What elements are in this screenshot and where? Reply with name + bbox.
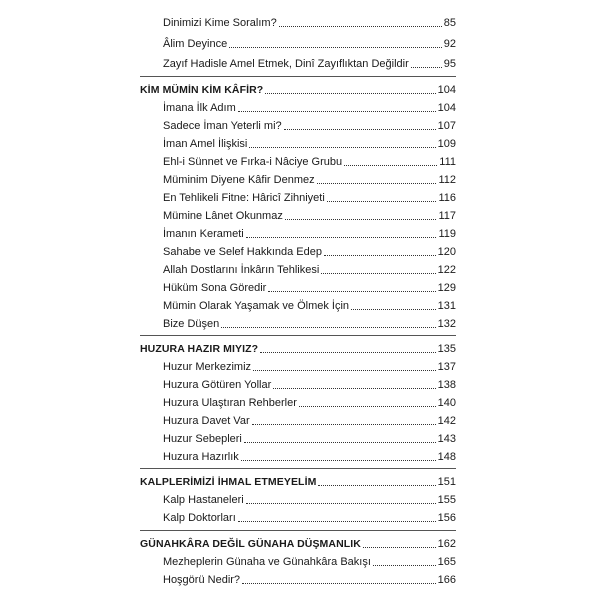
- toc-entry: [163, 569, 456, 587]
- toc-entry-title: Huzura Davet Var: [163, 415, 250, 427]
- toc-section: [140, 533, 456, 551]
- toc-entry-title: Zayıf Hadisle Amel Etmek, Dinî Zayıflıktan Değildir: [163, 58, 409, 70]
- toc-entry-title: Sadece İman Yeterli mi?: [163, 120, 282, 132]
- toc-entry: [163, 489, 456, 507]
- toc-entry-page: 140: [437, 397, 456, 409]
- toc-entry: [163, 33, 456, 51]
- toc-entry-page: 165: [437, 556, 456, 568]
- toc-entry: [163, 410, 456, 428]
- leader-dots: [229, 47, 442, 48]
- toc-entry-title: Mezheplerin Günaha ve Günahkâra Bakışı: [163, 556, 371, 568]
- toc-entry-title: Kalp Doktorları: [163, 512, 236, 524]
- leader-dots: [273, 388, 435, 389]
- leader-dots: [327, 201, 437, 202]
- leader-dots: [253, 370, 436, 371]
- toc-entry: [163, 97, 456, 115]
- toc-entry-title: Dinimizi Kime Soralım?: [163, 17, 277, 29]
- toc-section-page: 135: [437, 343, 456, 355]
- toc-entry-page: 120: [437, 246, 456, 258]
- leader-dots: [373, 565, 436, 566]
- toc-entry-page: 109: [437, 138, 456, 150]
- leader-dots: [252, 424, 436, 425]
- toc-entry-page: 116: [438, 192, 456, 204]
- toc-entry-title: Âlim Deyince: [163, 38, 228, 50]
- leader-dots: [238, 521, 436, 522]
- toc-section-title: KALPLERİMİZİ İHMAL ETMEYELİM: [140, 476, 317, 488]
- toc-entry-title: İman Amel İlişkisi: [163, 138, 248, 150]
- leader-dots: [238, 111, 436, 112]
- leader-dots: [321, 273, 435, 274]
- toc-entry-page: 117: [438, 210, 456, 222]
- toc-entry-title: Huzura Götüren Yollar: [163, 379, 272, 391]
- toc-entry: [163, 446, 456, 464]
- toc-entry-page: 155: [437, 494, 456, 506]
- toc-section-page: 104: [437, 84, 456, 96]
- toc-entry: [163, 205, 456, 223]
- toc-section: [140, 338, 456, 356]
- toc-entry: [163, 277, 456, 295]
- section-divider: [140, 530, 456, 531]
- toc-entry-page: 92: [443, 38, 456, 50]
- leader-dots: [324, 255, 436, 256]
- toc-entry-title: Huzur Merkezimiz: [163, 361, 252, 373]
- section-divider: [140, 335, 456, 336]
- toc-entry-title: Hüküm Sona Göredir: [163, 282, 267, 294]
- toc-entry-title: Sahabe ve Selef Hakkında Edep: [163, 246, 323, 258]
- toc-entry: [163, 259, 456, 277]
- toc-entry-title: Huzur Sebepleri: [163, 433, 242, 445]
- leader-dots: [285, 219, 437, 220]
- toc-entry-page: 119: [438, 228, 456, 240]
- leader-dots: [260, 352, 435, 353]
- toc-entry-title: Huzura Hazırlık: [163, 451, 239, 463]
- toc-entry-page: 122: [437, 264, 456, 276]
- toc-entry-title: Ehl-i Sünnet ve Fırka-i Nâciye Grubu: [163, 156, 343, 168]
- toc-entry-page: 137: [437, 361, 456, 373]
- toc-section-title: GÜNAHKÂRA DEĞİL GÜNAHA DÜŞMANLIK: [140, 538, 361, 550]
- leader-dots: [268, 291, 435, 292]
- section-divider: [140, 76, 456, 77]
- leader-dots: [284, 129, 436, 130]
- toc-section-title: KİM MÜMİN KİM KÂFİR?: [140, 84, 264, 96]
- toc-entry: [163, 313, 456, 331]
- toc-entry-page: 148: [437, 451, 456, 463]
- toc-entry-page: 85: [443, 17, 456, 29]
- leader-dots: [244, 442, 436, 443]
- toc-entry: [163, 241, 456, 259]
- leader-dots: [318, 485, 435, 486]
- leader-dots: [221, 327, 435, 328]
- toc-section-page: 151: [437, 476, 456, 488]
- leader-dots: [249, 147, 435, 148]
- toc-entry-page: 166: [437, 574, 456, 586]
- toc-entry: [163, 133, 456, 151]
- leader-dots: [344, 165, 437, 166]
- section-divider: [140, 468, 456, 469]
- toc-entry-title: En Tehlikeli Fitne: Hâricî Zihniyeti: [163, 192, 325, 204]
- toc-entry: [163, 507, 456, 525]
- toc-entry-title: Mümine Lânet Okunmaz: [163, 210, 283, 222]
- toc-entry-page: 131: [437, 300, 456, 312]
- leader-dots: [411, 67, 442, 68]
- toc-section: [140, 471, 456, 489]
- toc-entry: [163, 12, 456, 30]
- toc-entry-title: Mümin Olarak Yaşamak ve Ölmek İçin: [163, 300, 350, 312]
- toc-entry-page: 104: [437, 102, 456, 114]
- leader-dots: [299, 406, 436, 407]
- toc-section: [140, 79, 456, 97]
- toc-entry-page: 156: [437, 512, 456, 524]
- toc-entry-page: 111: [439, 156, 456, 168]
- toc-entry: [163, 356, 456, 374]
- toc-entry-page: 138: [437, 379, 456, 391]
- toc-entry: [163, 374, 456, 392]
- toc-entry: [163, 151, 456, 169]
- toc-entry-title: Kalp Hastaneleri: [163, 494, 244, 506]
- leader-dots: [317, 183, 437, 184]
- toc-entry: [163, 187, 456, 205]
- leader-dots: [246, 503, 436, 504]
- toc-entry: [163, 392, 456, 410]
- toc-section-title: HUZURA HAZIR MIYIZ?: [140, 343, 259, 355]
- toc-entry: [163, 295, 456, 313]
- toc-entry-title: İmana İlk Adım: [163, 102, 236, 114]
- toc-entry: [163, 223, 456, 241]
- toc-entry: [163, 551, 456, 569]
- toc-entry: [163, 169, 456, 187]
- toc-section-page: 162: [437, 538, 456, 550]
- toc-entry-title: İmanın Kerameti: [163, 228, 244, 240]
- toc-entry-title: Allah Dostlarını İnkârın Tehlikesi: [163, 264, 320, 276]
- leader-dots: [351, 309, 436, 310]
- toc-entry-page: 95: [443, 58, 456, 70]
- leader-dots: [279, 26, 442, 27]
- toc-entry: [163, 115, 456, 133]
- leader-dots: [246, 237, 437, 238]
- toc-entry-title: Bize Düşen: [163, 318, 220, 330]
- toc-entry-page: 143: [437, 433, 456, 445]
- leader-dots: [265, 93, 435, 94]
- toc-entry-page: 107: [437, 120, 456, 132]
- toc-entry: [163, 428, 456, 446]
- toc-entry-page: 132: [437, 318, 456, 330]
- toc-entry: [163, 53, 456, 71]
- toc-entry-title: Müminim Diyene Kâfir Denmez: [163, 174, 315, 186]
- toc-entry-page: 112: [438, 174, 456, 186]
- toc-entry-title: Hoşgörü Nedir?: [163, 574, 241, 586]
- leader-dots: [242, 583, 436, 584]
- toc-entry-page: 129: [437, 282, 456, 294]
- toc-entry-page: 142: [437, 415, 456, 427]
- toc-entry-title: Huzura Ulaştıran Rehberler: [163, 397, 297, 409]
- leader-dots: [363, 547, 436, 548]
- leader-dots: [241, 460, 436, 461]
